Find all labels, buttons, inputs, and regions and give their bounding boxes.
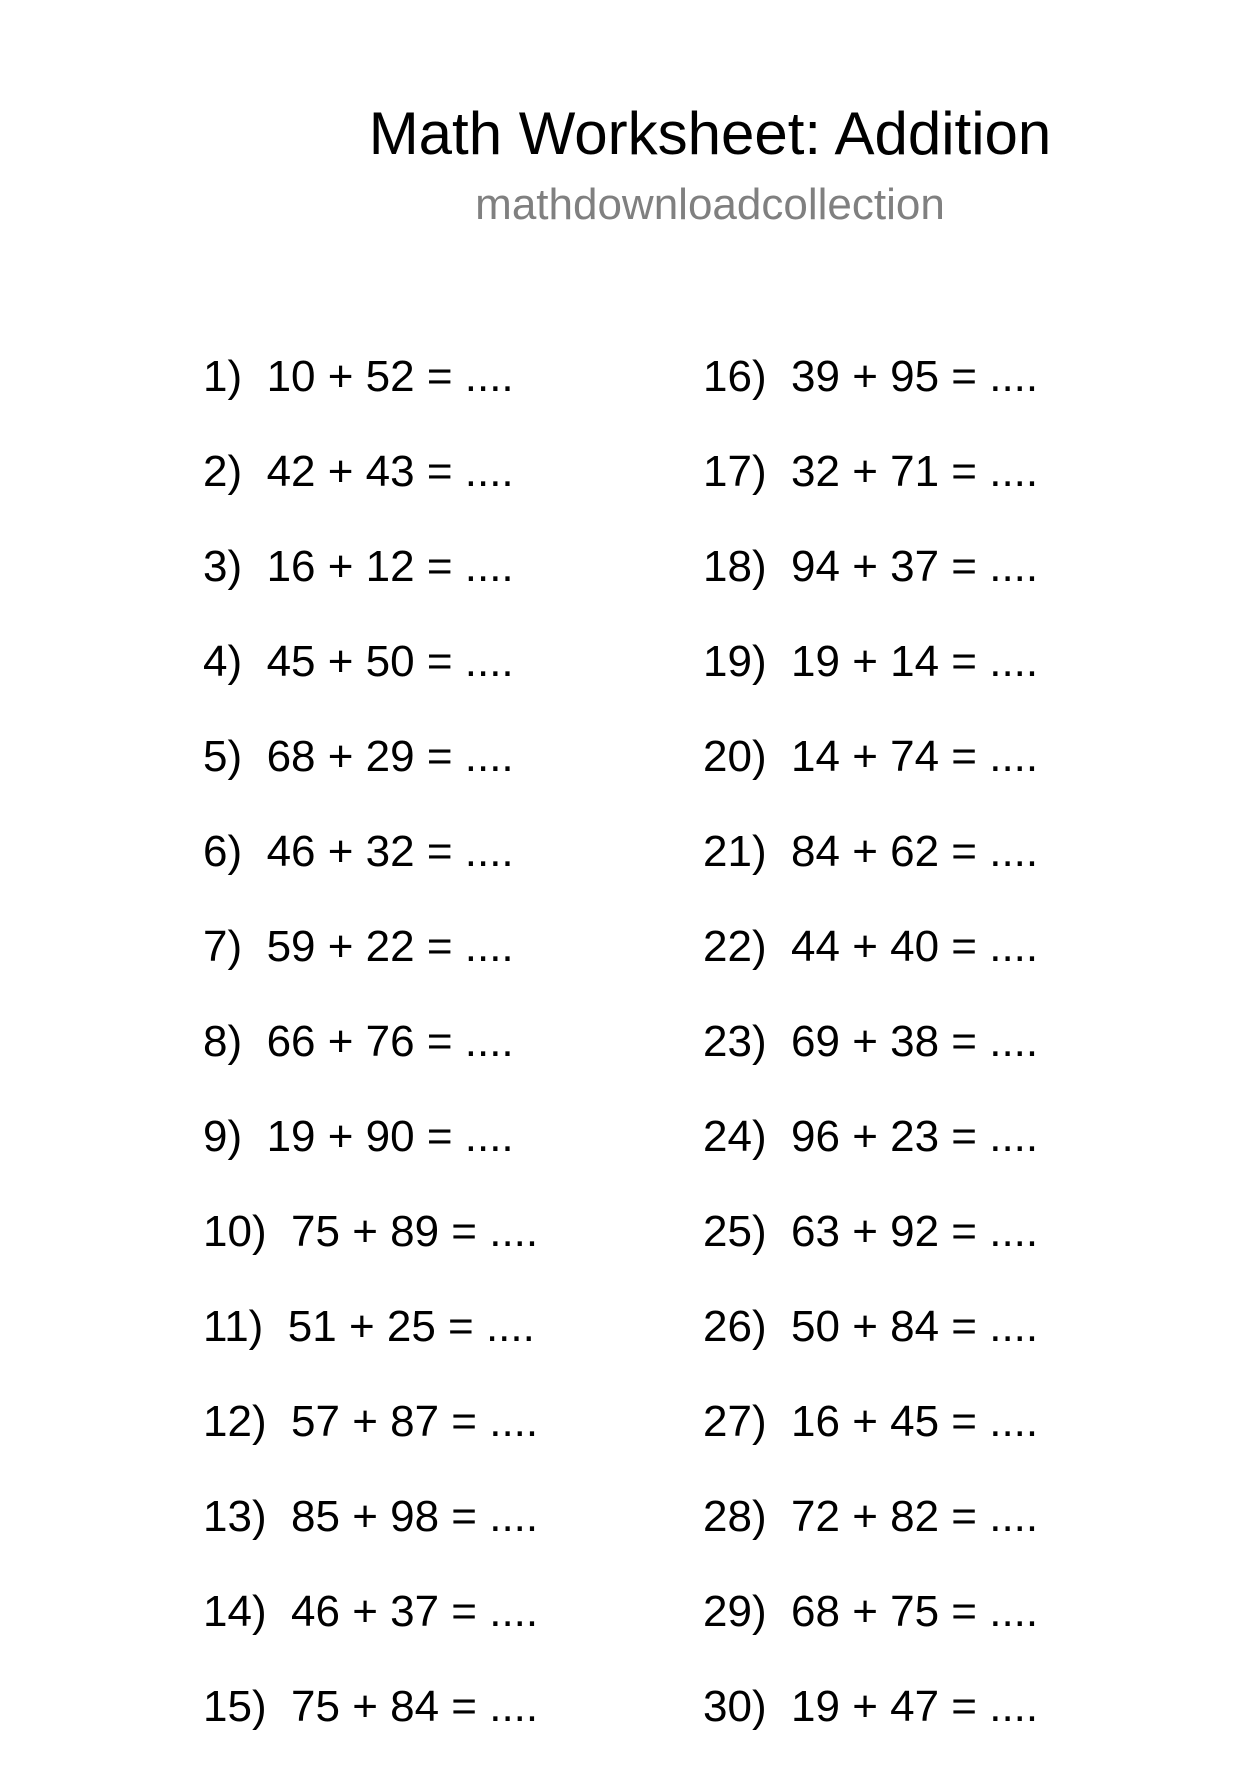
problem-18: 18) 94 + 37 = ....: [703, 542, 1039, 591]
problem-21: 21) 84 + 62 = ....: [703, 827, 1039, 876]
problem-1: 1) 10 + 52 = ....: [203, 352, 514, 401]
problem-7: 7) 59 + 22 = ....: [203, 922, 514, 971]
problem-8: 8) 66 + 76 = ....: [203, 1017, 514, 1066]
problem-15: 15) 75 + 84 = ....: [203, 1682, 539, 1731]
problem-25: 25) 63 + 92 = ....: [703, 1207, 1039, 1256]
problem-5: 5) 68 + 29 = ....: [203, 732, 514, 781]
problem-11: 11) 51 + 25 = ....: [203, 1302, 535, 1351]
problem-20: 20) 14 + 74 = ....: [703, 732, 1039, 781]
problem-26: 26) 50 + 84 = ....: [703, 1302, 1039, 1351]
problem-3: 3) 16 + 12 = ....: [203, 542, 514, 591]
problem-10: 10) 75 + 89 = ....: [203, 1207, 539, 1256]
problem-14: 14) 46 + 37 = ....: [203, 1587, 539, 1636]
problem-29: 29) 68 + 75 = ....: [703, 1587, 1039, 1636]
problem-2: 2) 42 + 43 = ....: [203, 447, 514, 496]
problem-23: 23) 69 + 38 = ....: [703, 1017, 1039, 1066]
problem-6: 6) 46 + 32 = ....: [203, 827, 514, 876]
problems-column-right: [703, 352, 1038, 1777]
problem-17: 17) 32 + 71 = ....: [703, 447, 1039, 496]
problem-13: 13) 85 + 98 = ....: [203, 1492, 539, 1541]
problem-19: 19) 19 + 14 = ....: [703, 637, 1039, 686]
problem-27: 27) 16 + 45 = ....: [703, 1397, 1039, 1446]
problem-28: 28) 72 + 82 = ....: [703, 1492, 1039, 1541]
problem-9: 9) 19 + 90 = ....: [203, 1112, 514, 1161]
problem-22: 22) 44 + 40 = ....: [703, 922, 1039, 971]
problems-column-left: [203, 352, 538, 1777]
problem-24: 24) 96 + 23 = ....: [703, 1112, 1039, 1161]
problem-30: 30) 19 + 47 = ....: [703, 1682, 1039, 1731]
problem-12: 12) 57 + 87 = ....: [203, 1397, 539, 1446]
problem-16: 16) 39 + 95 = ....: [703, 352, 1039, 401]
worksheet-title: Math Worksheet: Addition: [368, 100, 1052, 167]
problem-4: 4) 45 + 50 = ....: [203, 637, 514, 686]
worksheet-subtitle: mathdownloadcollection: [475, 180, 945, 229]
